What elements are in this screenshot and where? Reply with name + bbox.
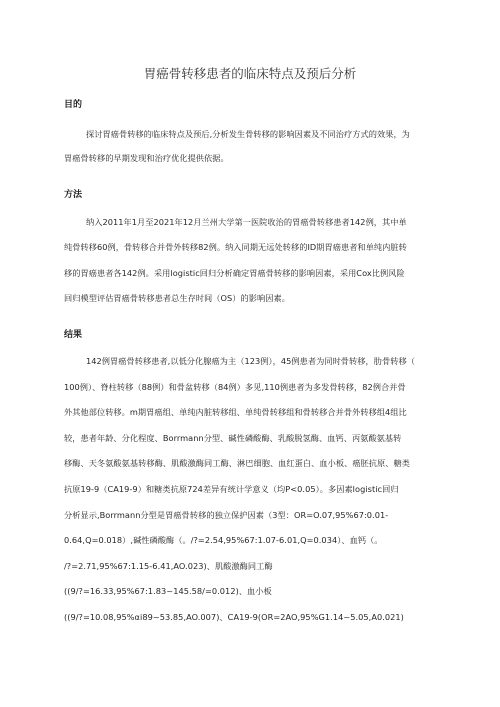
paragraph-line: 纯骨转移60例，骨转移合并骨外转移82例。纳入同期无远处转移的ID期胃癌患者和单纯内脏转 bbox=[64, 242, 407, 252]
section-heading-purpose: 目的 bbox=[64, 100, 83, 110]
section-heading-methods: 方法 bbox=[64, 190, 83, 200]
section-heading-results: 结果 bbox=[64, 330, 83, 340]
paragraph-line: 100例）、脊柱转移（88例）和骨盆转移（84例）多见,110例患者为多发骨转移，82例合并骨 bbox=[64, 382, 406, 392]
document-title: 胃癌骨转移患者的临床特点及预后分析 bbox=[143, 66, 357, 81]
paragraph-line: 142例胃癌骨转移患者,以低分化腺癌为主（123例），45例患者为同时骨转移，肋骨转移（ bbox=[86, 356, 415, 366]
paragraph-line: 分析显示,Borrmann分型是胃癌骨转移的独立保护因素（3型：OR=O.07,95%67:0.01- bbox=[64, 510, 389, 520]
paragraph-line: 0.64,Q=0.018）,碱性磷酸酶（。/?=2.54,95%67:1.07-6.01,Q=0.034）、血钙（。 bbox=[64, 535, 383, 545]
paragraph-line: 纳入2011年1月至2021年12月兰州大学第一医院收治的胃癌骨转移患者142例，其中单 bbox=[86, 217, 407, 227]
paragraph-line: ((9/?=16.33,95%67:1.83~145.58/=0.012)、血小板 bbox=[64, 586, 272, 596]
paragraph-line: 回归模型评估胃癌骨转移患者总生存时间（OS）的影响因素。 bbox=[64, 293, 290, 303]
paragraph-line: ((9/?=10.08,95%αi89~53.85,AO.007)、CA19-9(OR=2AO,95%G1.14~5.05,A0.021) bbox=[64, 612, 404, 622]
paragraph-line: 移酶、天冬氨酸氨基转移酶、肌酸激酶同工酶、淋巴细胞、血红蛋白、血小板、癌胚抗原、糖类 bbox=[64, 458, 410, 468]
paragraph-line: 胃癌骨转移的早期发现和治疗优化提供依据。 bbox=[64, 153, 229, 163]
paragraph-line: 较，患者年龄、分化程度、Borrmann分型、碱性磷酸酶、乳酸脱氢酶、血钙、丙氨酸氨基转 bbox=[64, 433, 402, 443]
paragraph-line: /?=2.71,95%67:1.15-6.41,AO.023)、肌酸激酶同工酶 bbox=[64, 561, 273, 571]
paragraph-line: 移的胃癌患者各142例。采用logistic回归分析确定胃癌骨转移的影响因素，采用Cox比例风险 bbox=[64, 268, 405, 278]
paragraph-line: 探讨胃癌骨转移的临床特点及预后,分析发生骨转移的影响因素及不同治疗方式的效果，为 bbox=[86, 129, 410, 139]
paragraph-line: 抗原19-9（CA19-9）和糖类抗原724差异有统计学意义（均P<0.05）。多因素logistic回归 bbox=[64, 484, 399, 494]
paragraph-line: 外其他部位转移。m期胃癌组、单纯内脏转移组、单纯骨转移组和骨转移合并骨外转移组4组比 bbox=[64, 407, 407, 417]
